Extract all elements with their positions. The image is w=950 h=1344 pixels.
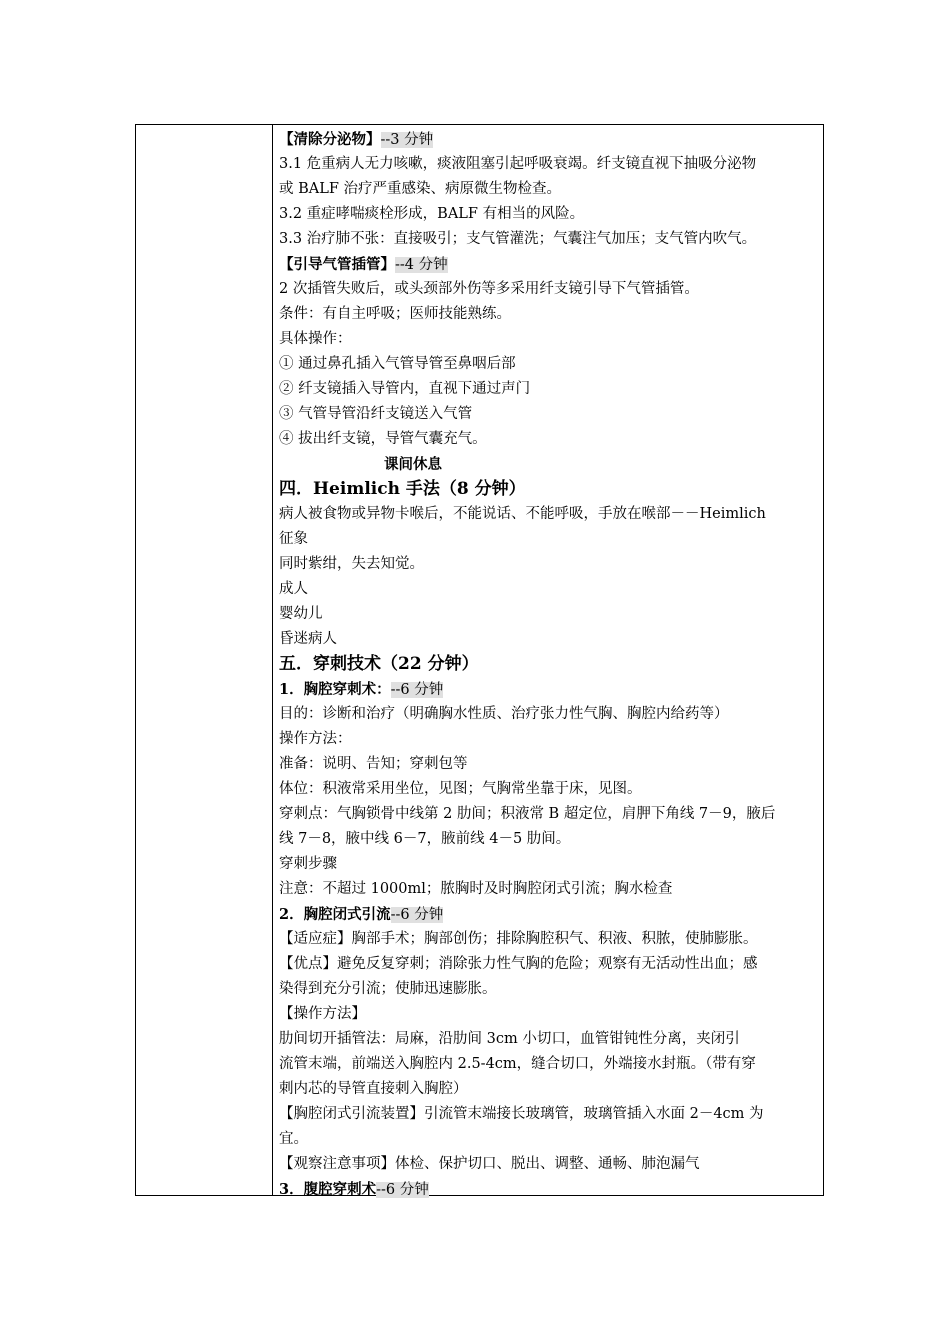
- section-duration: --4 分钟: [395, 257, 448, 273]
- text-line: 病人被食物或异物卡喉后，不能说话、不能呼吸，手放在喉部－－Heimlich: [279, 506, 766, 522]
- section-heading-title: 3．腹腔穿刺术: [279, 1181, 377, 1198]
- table-content-cell: [279, 127, 821, 1202]
- text-line: 注意：不超过 1000ml；脓胸时及时胸腔闭式引流；胸水检查: [279, 881, 673, 897]
- section-heading: [279, 677, 821, 702]
- text-line: 或 BALF 治疗严重感染、病原微生物检查。: [279, 181, 562, 197]
- text-line: 准备：说明、告知；穿刺包等: [279, 756, 468, 772]
- text-line: 肋间切开插管法：局麻，沿肋间 3cm 小切口，血管钳钝性分离，夹闭引: [279, 1031, 740, 1047]
- chapter-heading: 五．穿刺技术（22 分钟）: [279, 654, 479, 674]
- text-line: 婴幼儿: [279, 606, 323, 622]
- text-line: 【优点】避免反复穿刺；消除张力性气胸的危险；观察有无活动性出血；感: [279, 956, 758, 972]
- chapter-heading: 四．Heimlich 手法（8 分钟）: [279, 479, 526, 499]
- section-duration: --6 分钟: [390, 907, 444, 923]
- text-line: 【观察注意事项】体检、保护切口、脱出、调整、通畅、肺泡漏气: [279, 1156, 700, 1172]
- section-duration: --6 分钟: [376, 1182, 429, 1198]
- text-line: 染得到充分引流；使肺迅速膨胀。: [279, 981, 497, 997]
- text-line: 2 次插管失败后，或头颈部外伤等多采用纤支镜引导下气管插管。: [279, 281, 699, 297]
- text-line: 具体操作：: [279, 331, 352, 347]
- text-line: 昏迷病人: [279, 631, 337, 647]
- text-line: 征象: [279, 531, 308, 547]
- section-heading: [279, 127, 821, 152]
- text-line: ③ 气管导管沿纤支镜送入气管: [279, 406, 473, 422]
- text-line: 流管末端，前端送入胸腔内 2.5-4cm，缝合切口，外端接水封瓶。（带有穿: [279, 1056, 756, 1072]
- text-line: 刺内芯的导管直接刺入胸腔）: [279, 1081, 468, 1097]
- text-line: 同时紫绀，失去知觉。: [279, 556, 424, 572]
- text-line: 3.1 危重病人无力咳嗽，痰液阻塞引起呼吸衰竭。纤支镜直视下抽吸分泌物: [279, 156, 757, 172]
- text-line: 宜。: [279, 1131, 308, 1147]
- text-line: 穿刺点：气胸锁骨中线第 2 肋间；积液常 B 超定位，肩胛下角线 7－9，腋后: [279, 806, 776, 822]
- text-line: 体位：积液常采用坐位，见图；气胸常坐靠于床，见图。: [279, 781, 642, 797]
- section-heading-title: 2．胸腔闭式引流: [279, 906, 391, 923]
- section-heading: [279, 902, 821, 927]
- text-line: 线 7－8，腋中线 6－7，腋前线 4－5 肋间。: [279, 831, 571, 847]
- text-line: 穿刺步骤: [279, 856, 337, 872]
- text-line: 操作方法：: [279, 731, 352, 747]
- text-line: 目的：诊断和治疗（明确胸水性质、治疗张力性气胸、胸腔内给药等）: [279, 706, 729, 722]
- section-heading: [279, 1177, 821, 1202]
- section-heading: [279, 252, 821, 277]
- text-line: 【操作方法】: [279, 1006, 366, 1022]
- text-line: 【胸腔闭式引流装置】引流管末端接长玻璃管，玻璃管插入水面 2－4cm 为: [279, 1106, 764, 1122]
- document-table: [135, 124, 824, 1196]
- text-line: 3.2 重症哮喘痰栓形成，BALF 有相当的风险。: [279, 206, 585, 222]
- text-line: ① 通过鼻孔插入气管导管至鼻咽后部: [279, 356, 516, 372]
- text-line: 成人: [279, 581, 308, 597]
- text-line: 3.3 治疗肺不张：直接吸引；支气管灌洗；气囊注气加压；支气管内吹气。: [279, 231, 757, 247]
- text-line: ④ 拔出纤支镜，导管气囊充气。: [279, 431, 487, 447]
- text-line: ② 纤支镜插入导管内，直视下通过声门: [279, 381, 531, 397]
- table-left-column: [136, 125, 273, 1195]
- section-duration: --3 分钟: [380, 132, 434, 148]
- section-heading-title: 【清除分泌物】: [279, 131, 381, 148]
- section-heading-title: 【引导气管插管】: [279, 256, 395, 273]
- section-heading-title: 1．胸腔穿刺术：: [279, 681, 391, 698]
- break-label: 课间休息: [384, 456, 442, 473]
- section-duration: --6 分钟: [390, 682, 444, 698]
- text-line: 【适应症】胸部手术；胸部创伤；排除胸腔积气、积液、积脓，使肺膨胀。: [279, 931, 758, 947]
- text-line: 条件：有自主呼吸；医师技能熟练。: [279, 306, 511, 322]
